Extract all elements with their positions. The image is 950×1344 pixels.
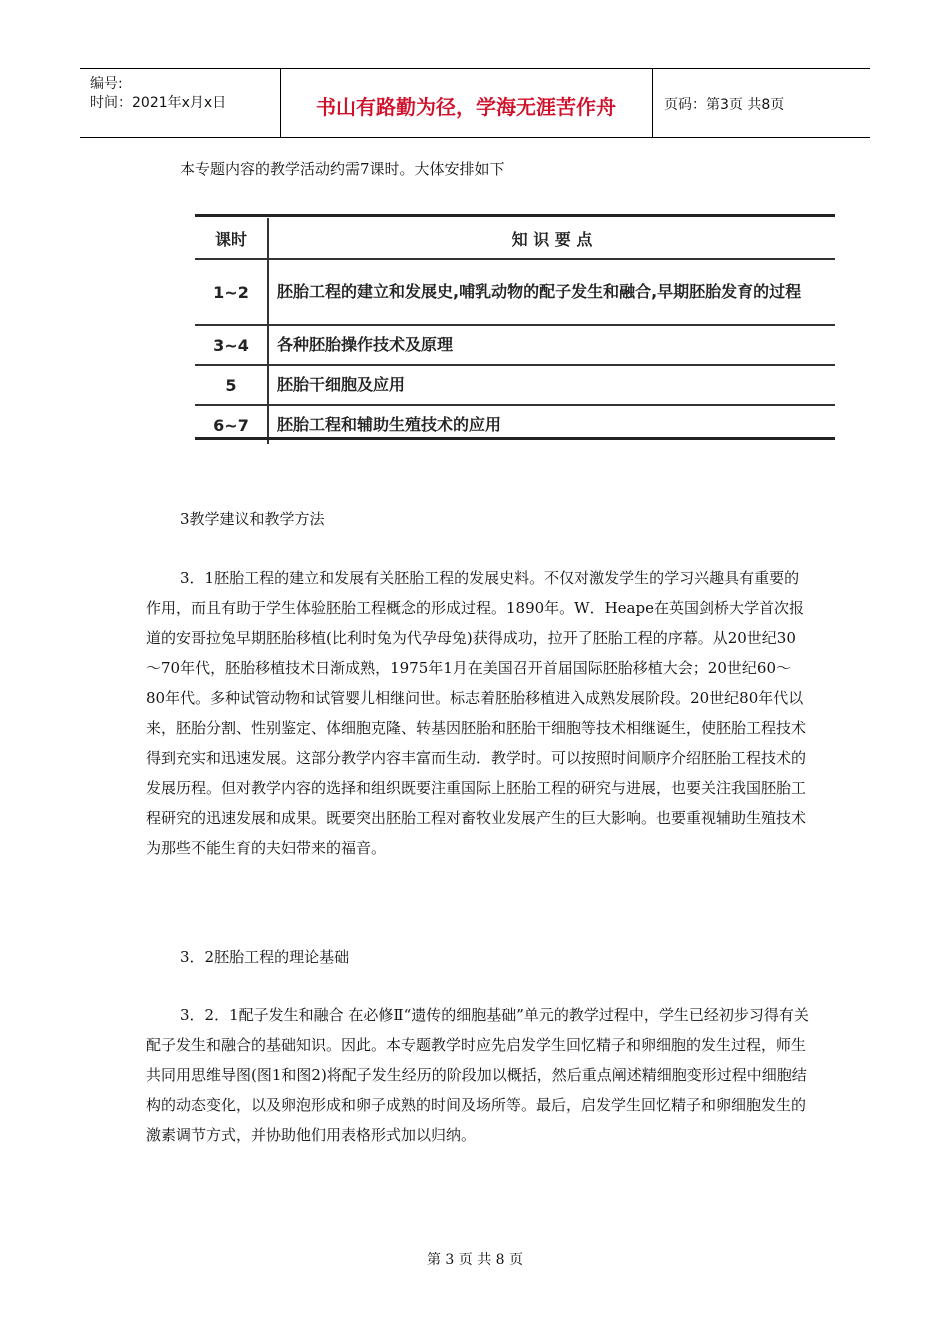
row-hours: 6~7 — [195, 405, 268, 444]
row-content: 胚胎干细胞及应用 — [268, 365, 835, 405]
header-hours: 课时 — [195, 218, 268, 259]
header-meta-cell — [80, 69, 281, 137]
table-header-row — [195, 218, 835, 259]
page-footer: 第 3 页 共 8 页 — [426, 1252, 524, 1268]
intro-text: 本专题内容的教学活动约需7课时。大体安排如下 — [180, 160, 505, 178]
row-content: 胚胎工程的建立和发展史,哺乳动物的配子发生和融合,早期胚胎发育的过程 — [268, 259, 835, 325]
row-hours: 3~4 — [195, 325, 268, 365]
row-content: 胚胎工程和辅助生殖技术的应用 — [277, 415, 502, 434]
page-header — [80, 68, 870, 138]
header-motto-cell — [280, 69, 653, 137]
table-row — [195, 365, 835, 405]
lesson-table — [195, 218, 835, 444]
page-label: 页码：第3页 共8页 — [664, 97, 785, 113]
motto: 书山有路勤为径，学海无涯苦作舟 — [316, 95, 616, 119]
row-hours: 1~2 — [195, 259, 268, 325]
row-content: 各种胚胎操作技术及原理 — [268, 325, 835, 365]
code-label: 编号: — [90, 76, 123, 92]
table-row — [195, 259, 835, 325]
table-bottom-rule — [195, 437, 835, 440]
header-page-cell — [652, 69, 870, 137]
section-3-1-paragraph: 3．1胚胎工程的建立和发展有关胚胎工程的发展史料。不仅对激发学生的学习兴趣具有重要的作用，而且有助于学生体验胚胎工程概念的形成过程。1890年。W．Heape在英国剑桥大学首次报道的安哥拉兔早期胚胎移植(比利时兔为代孕母兔)获得成功，拉开了胚胎工程的序幕。从20世纪30～70年代，胚胎移植技术日渐成熟，1975年1月在美国召开首届国际胚胎移植大会；20世纪60～80年代。多种试管动物和试管婴儿相继问世。标志着胚胎移植进入成熟发展阶段。20世纪80年代以来，胚胎分割、性别鉴定、体细胞克隆、转基因胚胎和胚胎干细胞等技术相继诞生，使胚胎工程技术得到充实和迅速发展。这部分教学内容丰富而生动．教学时。可以按照时间顺序介绍胚胎工程技术的发展历程。但对教学内容的选择和组织既要注重国际上胚胎工程的研究与进展，也要关注我国胚胎工程研究的迅速发展和成果。既要突出胚胎工程对畜牧业发展产生的巨大影响。也要重视辅助生殖技术为那些不能生育的夫妇带来的福音。 — [146, 569, 807, 857]
section-3-2-title: 3．2胚胎工程的理论基础 — [180, 948, 350, 966]
section-3-2-1-paragraph: 3．2．1配子发生和融合 在必修Ⅱ“遗传的细胞基础”单元的教学过程中，学生已经初步习得有关配子发生和融合的基础知识。因此。本专题教学时应先启发学生回忆精子和卵细胞的发生过程，师生共同用思维导图(图1和图2)将配子发生经历的阶段加以概括，然后重点阐述精细胞变形过程中细胞结构的动态变化，以及卵泡形成和卵子成熟的时间及场所等。最后，启发学生回忆精子和卵细胞发生的激素调节方式，并协助他们用表格形式加以归纳。 — [146, 1006, 809, 1144]
header-content: 知 识 要 点 — [268, 218, 835, 259]
table-row — [195, 325, 835, 365]
section-3-title: 3教学建议和教学方法 — [180, 510, 325, 528]
row-hours: 5 — [195, 365, 268, 405]
table-top-rule — [195, 214, 835, 217]
date-label: 时间：2021年x月x日 — [90, 95, 227, 111]
